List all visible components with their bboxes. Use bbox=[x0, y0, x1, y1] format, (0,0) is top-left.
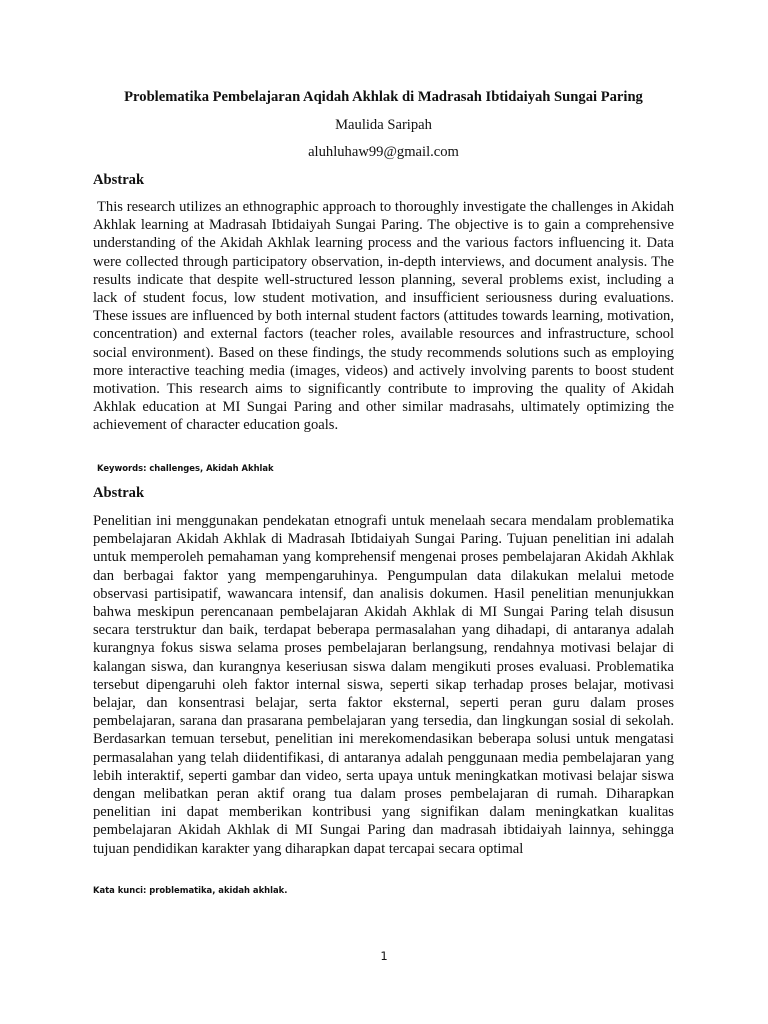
abstract-heading-english: Abstrak bbox=[93, 172, 145, 188]
abstract-english-text: This research utilizes an ethnographic approach to thoroughly investigate the challenges in Akidah Akhlak learning at Madrasah Ibtidaiyah Sungai Paring. The objective is to gain a comprehensive understanding of the Akidah Akhlak learning process and the various factors influencing it. Data were collected through participatory observation, in-depth interviews, and document analysis. The results indicate that despite well-structured lesson planning, several problems exist, including a lack of student focus, low student motivation, and insufficient seriousness during evaluations. These issues are influenced by both internal student factors (attitudes towards learning, motivation, concentration) and external factors (teacher roles, available resources and infrastructure, school social environment). Based on these findings, the study recommends solutions such as employing more interactive teaching media (images, videos) and actively involving parents to boost student motivation. This research aims to significantly contribute to improving the quality of Akidah Akhlak education at MI Sungai Paring and other similar madrasahs, ultimately optimizing the achievement of character education goals. bbox=[93, 199, 674, 434]
keywords-indonesian: Kata kunci: problematika, akidah akhlak. bbox=[93, 885, 288, 895]
author-name: Maulida Saripah bbox=[335, 117, 432, 133]
paper-title: Problematika Pembelajaran Aqidah Akhlak di Madrasah Ibtidaiyah Sungai Paring bbox=[124, 89, 643, 105]
abstract-indonesian-text: Penelitian ini menggunakan pendekatan etnografi untuk menelaah secara mendalam problematika pembelajaran Akidah Akhlak di Madrasah Ibtidaiyah Sungai Paring. Tujuan penelitian ini adalah untuk memperoleh pemahaman yang komprehensif mengenai proses pembelajaran Akidah Akhlak dan berbagai faktor yang mempengaruhinya. Pengumpulan data dilakukan melalui metode observasi partisipatif, wawancara intensif, dan analisis dokumen. Hasil penelitian menunjukkan bahwa meskipun perencanaan pembelajaran Akidah Akhlak di MI Sungai Paring telah disusun secara terstruktur dan baik, terdapat beberapa permasalahan yang dihadapi, di antaranya adalah kurangnya fokus siswa selama proses pembelajaran berlangsung, rendahnya motivasi belajar di kalangan siswa, dan kurangnya keseriusan siswa dalam mengikuti proses evaluasi. Problematika tersebut dipengaruhi oleh faktor internal siswa, seperti sikap terhadap proses belajar, motivasi belajar, dan konsentrasi belajar, serta faktor eksternal, seperti peran guru dalam proses pembelajaran, sarana dan prasarana pembelajaran yang tersedia, dan lingkungan sosial di sekolah. Berdasarkan temuan tersebut, penelitian ini merekomendasikan beberapa solusi untuk mengatasi permasalahan yang telah diidentifikasi, di antaranya adalah penggunaan media pembelajaran yang lebih interaktif, seperti gambar dan video, serta upaya untuk meningkatkan motivasi belajar siswa dengan melibatkan peran aktif orang tua dalam proses pembelajaran di rumah. Diharapkan penelitian ini dapat memberikan kontribusi yang signifikan dalam meningkatkan kualitas pembelajaran Akidah Akhlak di MI Sungai Paring dan madrasah ibtidaiyah lainnya, sehingga tujuan pendidikan karakter yang diharapkan dapat tercapai secara optimal bbox=[93, 513, 674, 857]
author-email: aluhluhaw99@gmail.com bbox=[308, 144, 459, 160]
page-number: 1 bbox=[380, 949, 388, 963]
keywords-english: Keywords: challenges, Akidah Akhlak bbox=[97, 463, 274, 473]
abstract-heading-indonesian: Abstrak bbox=[93, 485, 145, 501]
